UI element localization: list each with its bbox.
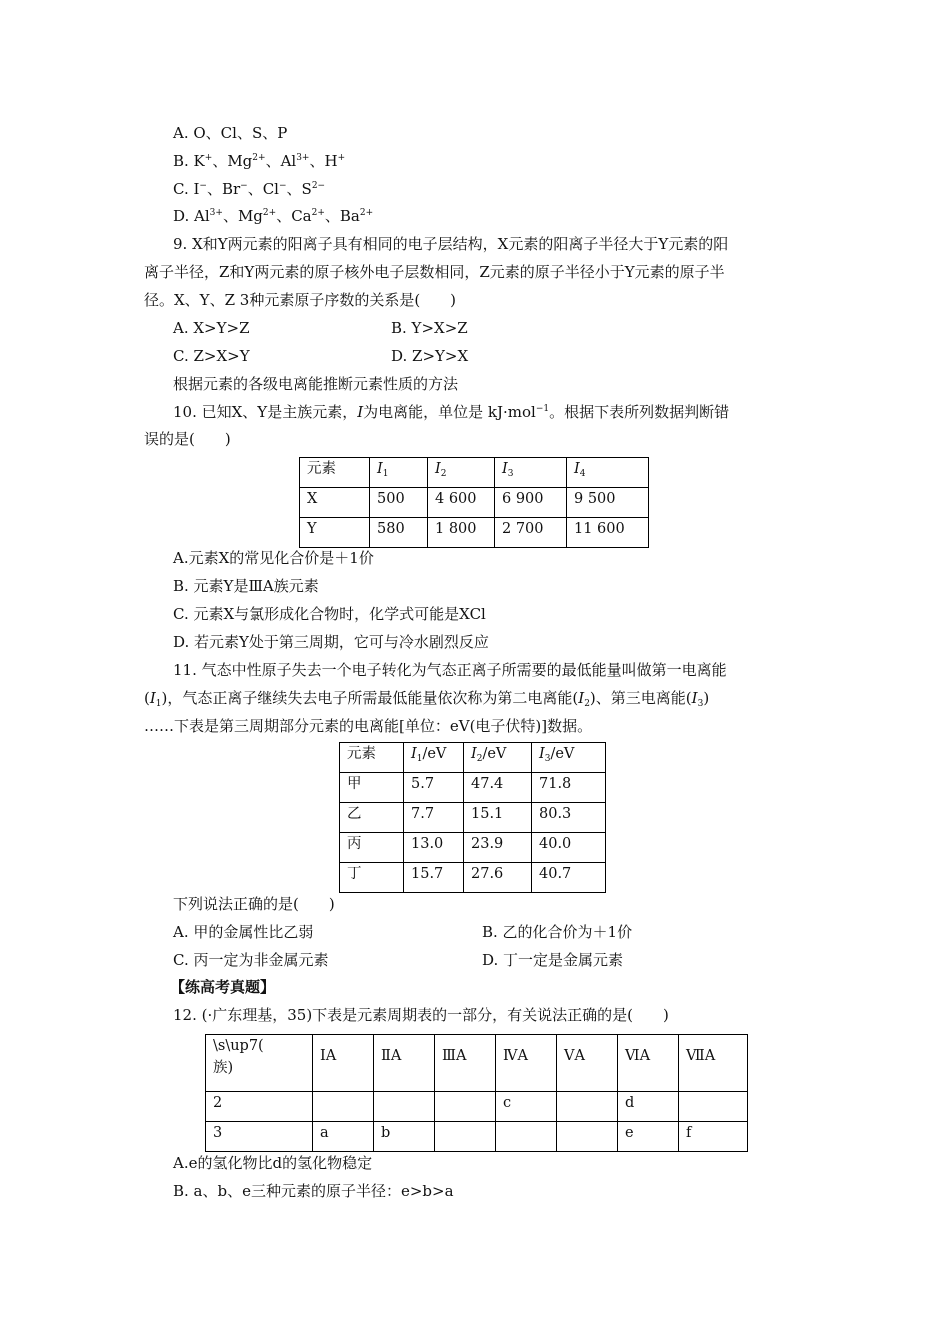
q9-option-d: D. Z>Y>X — [391, 347, 469, 365]
q11-question: 下列说法正确的是( ) — [173, 895, 335, 913]
table-cell: c — [496, 1092, 557, 1122]
table-cell: 13.0 — [404, 833, 464, 863]
table-cell: ⅥA — [618, 1035, 679, 1092]
table-cell: 27.6 — [464, 863, 532, 893]
table-cell — [435, 1092, 496, 1122]
q10-line-1: 10. 已知X、Y是主族元素，I为电离能，单位是 kJ·mol$^{-1}$。根据下表所列数据判断错 — [173, 403, 730, 421]
table-cell: e — [618, 1122, 679, 1152]
table-cell: $I_1$ — [370, 458, 428, 488]
table-cell: 500 — [370, 488, 428, 518]
q11-option-d: D. 丁一定是金属元素 — [482, 951, 624, 969]
table-cell: 元素 — [300, 458, 370, 488]
q9-option-b: B. Y>X>Z — [391, 319, 468, 337]
table-cell: $I_2$ — [428, 458, 495, 488]
q10-option-d: D. 若元素Y处于第三周期，它可与冷水剧烈反应 — [173, 633, 489, 651]
table-cell: X — [300, 488, 370, 518]
table-cell: b — [374, 1122, 435, 1152]
q8-option-d: D. $Al^{3+}$、$Mg^{2+}$、$Ca^{2+}$、$Ba^{2+}$ — [173, 207, 374, 225]
table-cell: 80.3 — [532, 803, 606, 833]
table-row — [300, 488, 649, 518]
table-cell: $I_3/eV$ — [532, 743, 606, 773]
table-cell: 71.8 — [532, 773, 606, 803]
table-cell: 2 — [206, 1092, 313, 1122]
q12-periodic-table — [205, 1034, 748, 1152]
section-heading: 【练高考真题】 — [170, 978, 276, 996]
table-cell: $I_2/eV$ — [464, 743, 532, 773]
q10-option-b: B. 元素Y是ⅢA族元素 — [173, 577, 319, 595]
table-cell: ⅡA — [374, 1035, 435, 1092]
table-cell: 6 900 — [495, 488, 567, 518]
table-cell: ⅤA — [557, 1035, 618, 1092]
table-cell: 40.0 — [532, 833, 606, 863]
method-heading: 根据元素的各级电离能推断元素性质的方法 — [173, 375, 459, 393]
table-cell: 4 600 — [428, 488, 495, 518]
table-cell: 3 — [206, 1122, 313, 1152]
q10-option-a: A.元素X的常见化合价是＋1价 — [173, 549, 374, 567]
q9-option-a: A. X>Y>Z — [173, 319, 250, 337]
table-cell: 丙 — [340, 833, 404, 863]
table-cell: 2 700 — [495, 518, 567, 548]
q8-option-c: C. I−、Br−、Cl−、$S^{2-}$ — [173, 180, 326, 198]
table-cell: 9 500 — [567, 488, 649, 518]
table-cell — [435, 1122, 496, 1152]
q9-line-1: 9. X和Y两元素的阳离子具有相同的电子层结构，X元素的阳离子半径大于Y元素的阳 — [173, 235, 729, 253]
q11-line-2: $(I_1)$，气态正离子继续失去电子所需最低能量依次称为第二电离能$(I_2)$、第三电离能$(I_3)$ — [144, 689, 710, 709]
table-cell — [557, 1092, 618, 1122]
table-cell — [374, 1092, 435, 1122]
table-cell: 1 800 — [428, 518, 495, 548]
table-cell — [679, 1092, 748, 1122]
table-cell: $I_4$ — [567, 458, 649, 488]
table-cell: ⅣA — [496, 1035, 557, 1092]
table-row — [340, 803, 606, 833]
table-cell: $I_1/eV$ — [404, 743, 464, 773]
q9-line-3: 径。X、Y、Z 3种元素原子序数的关系是( ) — [144, 291, 457, 309]
table-cell: $I_3$ — [495, 458, 567, 488]
table-cell: f — [679, 1122, 748, 1152]
q11-option-c: C. 丙一定为非金属元素 — [173, 951, 329, 969]
q8-option-a: A. O、Cl、S、P — [173, 124, 288, 142]
q11-ionization-table — [339, 742, 606, 893]
table-cell: 47.4 — [464, 773, 532, 803]
table-cell: ⅦA — [679, 1035, 748, 1092]
table-row — [300, 518, 649, 548]
q8-option-b: B. K+、$Mg^{2+}$、$Al^{3+}$、H+ — [173, 152, 346, 170]
table-cell: ⅢA — [435, 1035, 496, 1092]
table-cell: d — [618, 1092, 679, 1122]
table-cell: 580 — [370, 518, 428, 548]
q11-line-1: 11. 气态中性原子失去一个电子转化为气态正离子所需要的最低能量叫做第一电离能 — [173, 661, 727, 679]
q11-line-3: ……下表是第三周期部分元素的电离能[单位：eV(电子伏特)]数据。 — [144, 717, 593, 735]
table-row — [340, 863, 606, 893]
table-cell: 7.7 — [404, 803, 464, 833]
table-row — [206, 1092, 748, 1122]
table-cell: 乙 — [340, 803, 404, 833]
q9-option-c: C. Z>X>Y — [173, 347, 250, 365]
table-header-row — [206, 1035, 748, 1092]
q11-option-b: B. 乙的化合价为＋1价 — [482, 923, 633, 941]
table-cell: 15.1 — [464, 803, 532, 833]
table-row — [206, 1122, 748, 1152]
table-row — [340, 773, 606, 803]
table-cell — [313, 1092, 374, 1122]
table-cell: a — [313, 1122, 374, 1152]
table-cell: 15.7 — [404, 863, 464, 893]
q11-option-a: A. 甲的金属性比乙弱 — [173, 923, 314, 941]
table-cell: 甲 — [340, 773, 404, 803]
table-cell: 40.7 — [532, 863, 606, 893]
table-header-row — [300, 458, 649, 488]
q12-option-a: A.e的氢化物比d的氢化物稳定 — [173, 1154, 373, 1172]
table-cell — [557, 1122, 618, 1152]
q10-line-2: 误的是( ) — [144, 430, 231, 448]
table-cell: Y — [300, 518, 370, 548]
q10-ionization-table — [299, 457, 649, 548]
q12-line-1: 12. (·广东理基，35)下表是元素周期表的一部分，有关说法正确的是( ) — [173, 1006, 669, 1024]
table-cell: 23.9 — [464, 833, 532, 863]
table-corner-cell: \s\up7( 族) — [206, 1035, 313, 1092]
table-cell: 11 600 — [567, 518, 649, 548]
q12-option-b: B. a、b、e三种元素的原子半径：e>b>a — [173, 1182, 454, 1200]
table-header-row — [340, 743, 606, 773]
table-cell — [496, 1122, 557, 1152]
table-cell: ⅠA — [313, 1035, 374, 1092]
table-cell: 元素 — [340, 743, 404, 773]
table-cell: 丁 — [340, 863, 404, 893]
q10-option-c: C. 元素X与氯形成化合物时，化学式可能是XCl — [173, 605, 486, 623]
table-row — [340, 833, 606, 863]
q9-line-2: 离子半径，Z和Y两元素的原子核外电子层数相同，Z元素的原子半径小于Y元素的原子半 — [144, 263, 725, 281]
table-cell: 5.7 — [404, 773, 464, 803]
